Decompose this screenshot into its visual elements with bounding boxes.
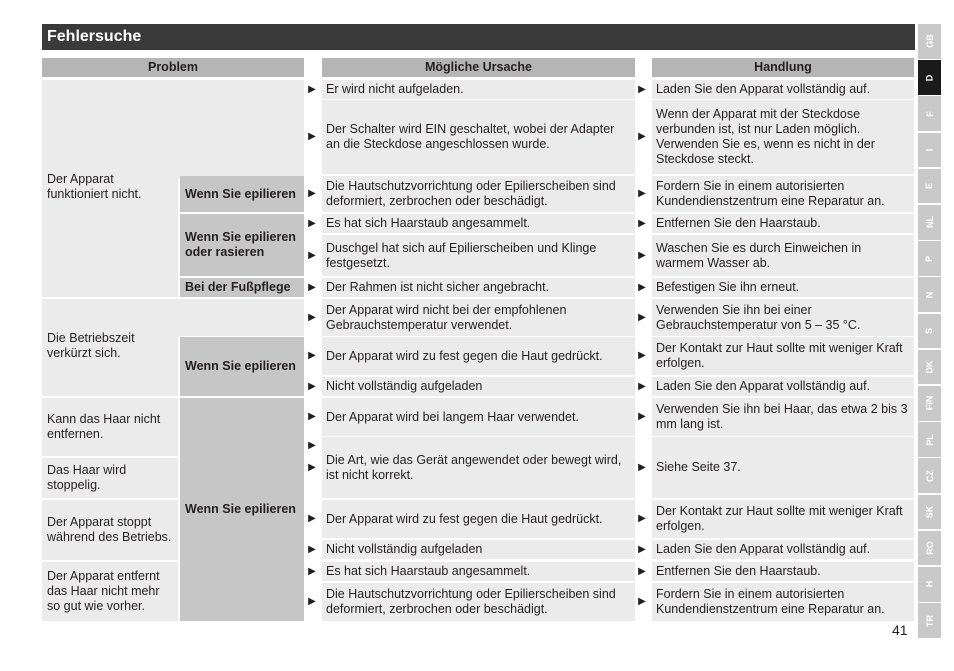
language-tab-label: D: [924, 74, 935, 81]
arrow-icon: ▶: [308, 439, 316, 451]
header-cause: Mögliche Ursache: [322, 58, 635, 77]
arrow-icon: ▶: [308, 596, 316, 607]
problem-cell: Kann das Haar nicht entfernen.: [42, 398, 178, 456]
cause-cell: Es hat sich Haarstaub angesammelt.: [322, 214, 635, 233]
language-tab-label: NL: [924, 216, 935, 229]
problem-cell-empty: [42, 80, 304, 179]
cause-cell: Der Schalter wird EIN geschaltet, wobei der Adapter an die Steckdose angeschlossen wurde.: [322, 100, 635, 174]
header-action: Handlung: [652, 58, 914, 77]
arrow-icon: ▶: [638, 513, 646, 524]
action-cell: Laden Sie den Apparat vollständig auf.: [652, 80, 914, 99]
problem-cell: Das Haar wird stoppelig.: [42, 458, 178, 498]
language-tab-label: GB: [924, 34, 935, 49]
action-cell: Entfernen Sie den Haarstaub.: [652, 214, 914, 233]
language-tab-label: E: [924, 183, 935, 190]
language-tab-n[interactable]: [918, 277, 941, 312]
language-tab-cz[interactable]: [918, 458, 941, 493]
cause-cell: Der Apparat wird zu fest gegen die Haut gedrückt.: [322, 337, 635, 375]
action-cell: Entfernen Sie den Haarstaub.: [652, 562, 914, 581]
arrow-icon: ▶: [308, 565, 316, 577]
arrow-icon: ▶: [308, 249, 316, 261]
language-tab-label: P: [924, 255, 935, 262]
action-cell: Wenn der Apparat mit der Steckdose verbunden ist, ist nur Laden möglich. Verwenden Sie es, wenn es nicht in der Steckdose steckt.: [652, 100, 914, 174]
language-tab-ro[interactable]: [918, 531, 941, 566]
problem-text: Die Betriebszeit verkürzt sich.: [47, 331, 135, 360]
mode-cell: Wenn Sie epilieren: [180, 176, 304, 212]
action-cell: Befestigen Sie ihn erneut.: [652, 278, 914, 297]
arrow-icon: ▶: [638, 249, 646, 261]
language-tab-gb[interactable]: [918, 24, 941, 59]
arrow-icon: ▶: [638, 281, 646, 293]
language-tab-label: DK: [924, 360, 935, 374]
problem-cell: [42, 172, 178, 297]
problem-cell: [42, 331, 178, 396]
language-tab-nl[interactable]: [918, 205, 941, 240]
action-cell: Siehe Seite 37.: [652, 437, 914, 498]
cause-cell: Die Art, wie das Gerät angewendet oder bewegt wird, ist nicht korrekt.: [322, 437, 635, 498]
page-number: 41: [892, 622, 908, 638]
action-cell: Fordern Sie in einem autorisierten Kundendienstzentrum eine Reparatur an.: [652, 583, 914, 621]
arrow-icon: ▶: [638, 411, 646, 422]
language-tab-label: RO: [924, 541, 935, 555]
section-title: Fehlersuche: [42, 24, 915, 50]
mode-cell: Bei der Fußpflege: [180, 278, 304, 297]
problem-text: Der Apparat funktioniert nicht.: [47, 172, 142, 201]
arrow-icon: ▶: [308, 131, 316, 142]
action-cell: Der Kontakt zur Haut sollte mit weniger Kraft erfolgen.: [652, 337, 914, 375]
cause-cell: Er wird nicht aufgeladen.: [322, 80, 635, 99]
language-tab-dk[interactable]: [918, 350, 941, 385]
arrow-icon: ▶: [308, 281, 316, 293]
arrow-icon: ▶: [638, 543, 646, 555]
language-tab-label: SK: [924, 505, 935, 519]
cause-cell: Der Apparat wird nicht bei der empfohlenen Gebrauchstemperatur verwendet.: [322, 299, 635, 336]
language-tab-label: PL: [924, 433, 935, 446]
language-tab-tr[interactable]: [918, 603, 941, 638]
problem-cell: Der Apparat stoppt während des Betriebs.: [42, 500, 178, 560]
cause-cell: Duschgel hat sich auf Epilierscheiben und Klinge festgesetzt.: [322, 235, 635, 276]
arrow-icon: ▶: [308, 513, 316, 524]
action-cell: Verwenden Sie ihn bei einer Gebrauchstemperatur von 5 – 35 °C.: [652, 299, 914, 336]
action-cell: Der Kontakt zur Haut sollte mit weniger Kraft erfolgen.: [652, 500, 914, 538]
action-cell: Fordern Sie in einem autorisierten Kundendienstzentrum eine Reparatur an.: [652, 176, 914, 212]
mode-cell: Wenn Sie epilieren oder rasieren: [180, 214, 304, 276]
arrow-icon: ▶: [308, 543, 316, 555]
arrow-icon: ▶: [308, 461, 316, 473]
action-cell: Laden Sie den Apparat vollständig auf.: [652, 377, 914, 396]
arrow-icon: ▶: [308, 217, 316, 229]
mode-cell: Wenn Sie epilieren: [180, 398, 304, 621]
language-tab-p[interactable]: [918, 241, 941, 276]
language-tab-h[interactable]: [918, 567, 941, 602]
arrow-icon: ▶: [638, 596, 646, 607]
cause-cell: Die Hautschutzvorrichtung oder Epilierscheiben sind deformiert, zerbrochen oder beschädigt.: [322, 176, 635, 212]
cause-cell: Es hat sich Haarstaub angesammelt.: [322, 562, 635, 581]
arrow-icon: ▶: [308, 380, 316, 392]
arrow-icon: ▶: [638, 565, 646, 577]
arrow-icon: ▶: [308, 188, 316, 199]
language-tab-label: N: [924, 291, 935, 298]
arrow-icon: ▶: [638, 83, 646, 95]
arrow-icon: ▶: [638, 350, 646, 361]
language-tab-e[interactable]: [918, 169, 941, 204]
language-tab-label: CZ: [924, 469, 935, 482]
action-cell: Laden Sie den Apparat vollständig auf.: [652, 540, 914, 559]
cause-cell: Nicht vollständig aufgeladen: [322, 540, 635, 559]
language-tab-d[interactable]: [918, 60, 941, 95]
language-tab-s[interactable]: [918, 314, 941, 349]
header-problem: Problem: [42, 58, 304, 77]
cause-cell: Die Hautschutzvorrichtung oder Epilierscheiben sind deformiert, zerbrochen oder beschädigt.: [322, 583, 635, 621]
language-tab-label: I: [924, 148, 935, 152]
arrow-icon: ▶: [638, 461, 646, 473]
arrow-icon: ▶: [308, 411, 316, 422]
action-cell: Waschen Sie es durch Einweichen in warmem Wasser ab.: [652, 235, 914, 276]
cause-cell: Der Apparat wird bei langem Haar verwendet.: [322, 398, 635, 436]
language-tab-fin[interactable]: [918, 386, 941, 421]
language-tab-label: H: [924, 581, 935, 588]
language-tab-sk[interactable]: [918, 495, 941, 530]
arrow-icon: ▶: [638, 188, 646, 199]
action-cell: Verwenden Sie ihn bei Haar, das etwa 2 bis 3 mm lang ist.: [652, 398, 914, 436]
arrow-icon: ▶: [638, 380, 646, 392]
cause-cell: Der Rahmen ist nicht sicher angebracht.: [322, 278, 635, 297]
language-tab-label: F: [924, 110, 935, 117]
language-tab-label: S: [924, 327, 935, 334]
cause-cell: Nicht vollständig aufgeladen: [322, 377, 635, 396]
arrow-icon: ▶: [638, 217, 646, 229]
arrow-icon: ▶: [308, 350, 316, 361]
arrow-icon: ▶: [308, 311, 316, 323]
language-tab-pl[interactable]: [918, 422, 941, 457]
problem-cell: Der Apparat entfernt das Haar nicht mehr so gut wie vorher.: [42, 562, 178, 621]
arrow-icon: ▶: [308, 83, 316, 95]
language-tab-label: TR: [924, 614, 935, 627]
language-tab-f[interactable]: [918, 96, 941, 131]
cause-cell: Der Apparat wird zu fest gegen die Haut gedrückt.: [322, 500, 635, 538]
language-tab-label: FIN: [924, 396, 935, 411]
arrow-icon: ▶: [638, 131, 646, 142]
arrow-icon: ▶: [638, 311, 646, 323]
language-tab-i[interactable]: [918, 133, 941, 168]
mode-cell: Wenn Sie epilieren: [180, 337, 304, 396]
